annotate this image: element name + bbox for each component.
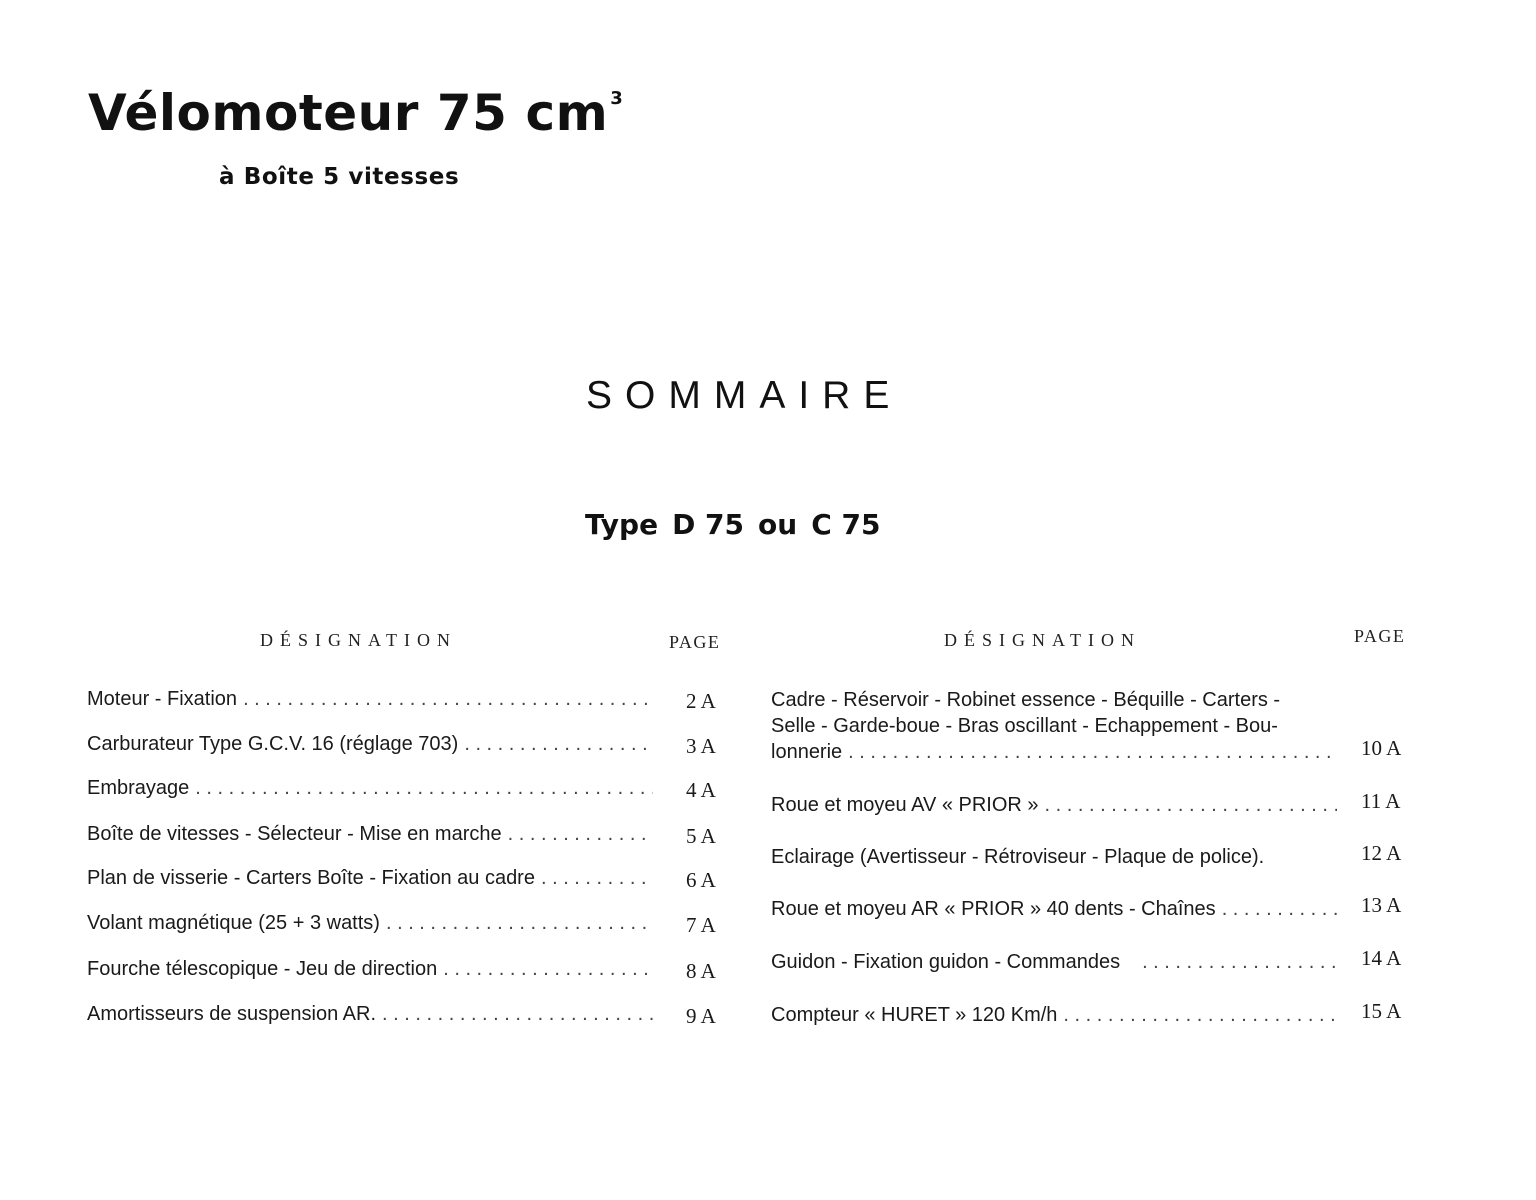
dot-leader — [508, 823, 653, 846]
dot-leader — [443, 958, 653, 981]
toc-entry-label: Plan de visserie - Carters Boîte - Fixation au cadre — [87, 867, 535, 889]
toc-page-number: 11 A — [1361, 789, 1401, 813]
toc-entry-label: Eclairage (Avertisseur - Rétroviseur - Plaque de police). — [771, 846, 1265, 868]
toc-page-number: 5 A — [686, 824, 716, 848]
toc-entry — [771, 951, 1337, 974]
dot-leader — [243, 688, 653, 711]
document-title — [88, 84, 623, 142]
left-page-header: PAGE — [669, 632, 721, 652]
toc-page-number: 4 A — [686, 778, 716, 802]
toc-entry-label: Fourche télescopique - Jeu de direction — [87, 958, 438, 980]
toc-page-number: 9 A — [686, 1004, 716, 1028]
toc-entry — [87, 688, 653, 711]
toc-entry-label: Roue et moyeu AV « PRIOR » — [771, 794, 1039, 816]
toc-entry — [771, 741, 1337, 764]
dot-leader — [382, 1003, 653, 1026]
title-superscript: 3 — [610, 88, 624, 109]
toc-page-number: 15 A — [1361, 999, 1402, 1023]
dot-leader — [1222, 898, 1337, 921]
toc-entry-label: Embrayage — [87, 777, 190, 799]
document-subtitle: à Boîte 5 vitesses — [219, 164, 460, 190]
summary-heading: SOMMAIRE — [586, 374, 903, 417]
toc-entry — [87, 823, 653, 846]
toc-entry — [771, 1004, 1337, 1027]
toc-entry — [87, 912, 653, 935]
dot-leader — [464, 733, 653, 756]
title-word: Vélomoteur — [88, 84, 419, 142]
dot-leader — [195, 777, 653, 800]
type-word: C 75 — [811, 508, 881, 541]
toc-entry — [87, 733, 653, 756]
title-word: cm — [525, 84, 609, 142]
toc-entry-label: Carburateur Type G.C.V. 16 (réglage 703) — [87, 733, 459, 755]
toc-entry — [771, 898, 1337, 921]
toc-entry-label: lonnerie — [771, 741, 843, 763]
dot-leader — [1063, 1004, 1337, 1027]
toc-entry — [87, 958, 653, 981]
toc-page-number: 8 A — [686, 959, 716, 983]
toc-entry-label: Boîte de vitesses - Sélecteur - Mise en marche — [87, 823, 502, 845]
title-word: 75 — [436, 84, 508, 142]
toc-entry-label: Guidon - Fixation guidon - Commandes — [771, 951, 1121, 973]
right-page-header: PAGE — [1354, 626, 1406, 646]
toc-page-number: 10 A — [1361, 736, 1402, 760]
toc-entry-label: Volant magnétique (25 + 3 watts) — [87, 912, 380, 934]
dot-leader — [1142, 951, 1337, 974]
toc-entry-label: Compteur « HURET » 120 Km/h — [771, 1004, 1058, 1026]
dot-leader — [1045, 794, 1337, 817]
type-word: Type — [585, 508, 659, 541]
dot-leader — [541, 867, 653, 890]
left-designation-header: DÉSIGNATION — [260, 630, 457, 650]
type-word: D 75 — [672, 508, 745, 541]
toc-entry-label: Moteur - Fixation — [87, 688, 238, 710]
toc-page-number: 12 A — [1361, 841, 1402, 865]
type-heading — [585, 508, 880, 541]
toc-entry — [87, 777, 653, 800]
toc-page-number: 2 A — [686, 689, 716, 713]
toc-page-number: 6 A — [686, 868, 716, 892]
right-designation-header: DÉSIGNATION — [944, 630, 1141, 650]
toc-entry-label: Amortisseurs de suspension AR. — [87, 1003, 377, 1025]
toc-entry — [87, 1003, 653, 1026]
dot-leader — [386, 912, 653, 935]
toc-entry-label: Roue et moyeu AR « PRIOR » 40 dents - Chaînes — [771, 898, 1216, 920]
dot-leader — [848, 741, 1337, 764]
toc-page-number: 13 A — [1361, 893, 1402, 917]
toc-entry — [771, 794, 1337, 817]
toc-page-number: 14 A — [1361, 946, 1402, 970]
type-word: ou — [758, 508, 798, 541]
toc-entry — [87, 867, 653, 890]
toc-entry-line: Cadre - Réservoir - Robinet essence - Béquille - Carters - — [771, 689, 1281, 711]
toc-page-number: 7 A — [686, 913, 716, 937]
toc-page-number: 3 A — [686, 734, 716, 758]
toc-entry-line: Selle - Garde-boue - Bras oscillant - Echappement - Bou- — [771, 715, 1278, 737]
